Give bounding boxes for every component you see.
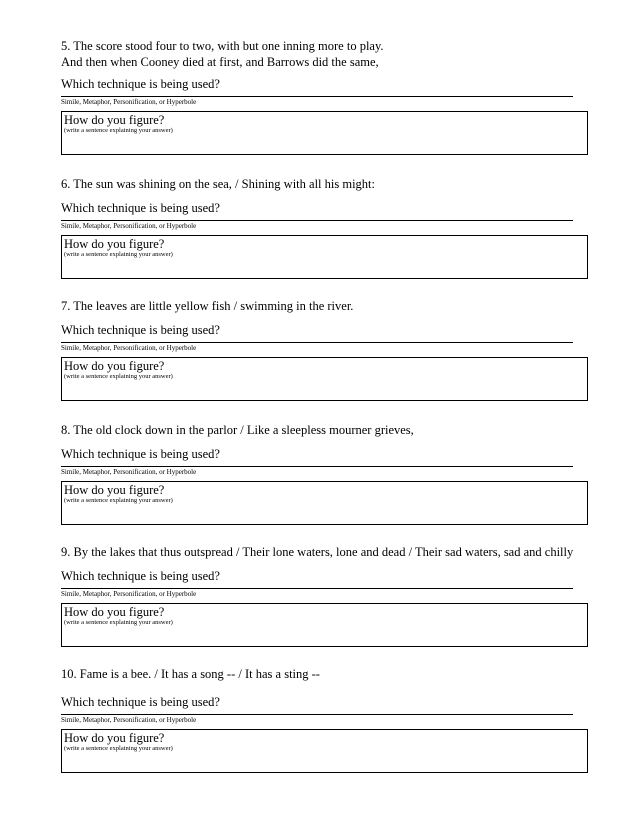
figure-title: How do you figure? [64, 113, 165, 127]
figure-hint: (write a sentence explaining your answer) [64, 373, 173, 380]
technique-answer-line[interactable] [61, 584, 573, 589]
technique-prompt: Which technique is being used? [61, 323, 220, 337]
technique-answer-line[interactable] [61, 92, 573, 97]
question-9 [61, 544, 586, 647]
question-text-line2: And then when Cooney died at first, and Barrows did the same, [61, 55, 379, 69]
question-text: 7. The leaves are little yellow fish / swimming in the river. [61, 299, 354, 313]
figure-answer-box[interactable] [61, 603, 588, 647]
figure-answer-box[interactable] [61, 111, 588, 155]
technique-options: Simile, Metaphor, Personification, or Hyperbole [61, 222, 197, 230]
technique-prompt: Which technique is being used? [61, 201, 220, 215]
question-5 [61, 38, 586, 155]
figure-title: How do you figure? [64, 605, 165, 619]
technique-prompt: Which technique is being used? [61, 77, 220, 91]
question-6 [61, 176, 586, 279]
technique-answer-line[interactable] [61, 338, 573, 343]
figure-title: How do you figure? [64, 731, 165, 745]
figure-answer-box[interactable] [61, 357, 588, 401]
figure-hint: (write a sentence explaining your answer) [64, 127, 173, 134]
question-8 [61, 422, 586, 525]
figure-title: How do you figure? [64, 237, 165, 251]
figure-hint: (write a sentence explaining your answer) [64, 619, 173, 626]
figure-answer-box[interactable] [61, 481, 588, 525]
question-7 [61, 298, 586, 401]
technique-answer-line[interactable] [61, 462, 573, 467]
technique-options: Simile, Metaphor, Personification, or Hyperbole [61, 344, 197, 352]
question-text: 6. The sun was shining on the sea, / Shining with all his might: [61, 177, 375, 191]
figure-hint: (write a sentence explaining your answer) [64, 251, 173, 258]
question-text: 8. The old clock down in the parlor / Like a sleepless mourner grieves, [61, 423, 414, 437]
technique-prompt: Which technique is being used? [61, 447, 220, 461]
question-10 [61, 666, 586, 773]
figure-title: How do you figure? [64, 483, 165, 497]
technique-answer-line[interactable] [61, 710, 573, 715]
figure-answer-box[interactable] [61, 729, 588, 773]
question-text: 9. By the lakes that thus outspread / Their lone waters, lone and dead / Their sad waters, sad and chilly [61, 545, 574, 559]
figure-title: How do you figure? [64, 359, 165, 373]
technique-options: Simile, Metaphor, Personification, or Hyperbole [61, 590, 197, 598]
technique-answer-line[interactable] [61, 216, 573, 221]
figure-hint: (write a sentence explaining your answer) [64, 497, 173, 504]
technique-prompt: Which technique is being used? [61, 569, 220, 583]
technique-prompt: Which technique is being used? [61, 695, 220, 709]
technique-options: Simile, Metaphor, Personification, or Hyperbole [61, 98, 197, 106]
figure-answer-box[interactable] [61, 235, 588, 279]
figure-hint: (write a sentence explaining your answer) [64, 745, 173, 752]
technique-options: Simile, Metaphor, Personification, or Hyperbole [61, 716, 197, 724]
technique-options: Simile, Metaphor, Personification, or Hyperbole [61, 468, 197, 476]
question-text: 5. The score stood four to two, with but one inning more to play. [61, 39, 384, 53]
question-text: 10. Fame is a bee. / It has a song -- / It has a sting -- [61, 667, 320, 681]
